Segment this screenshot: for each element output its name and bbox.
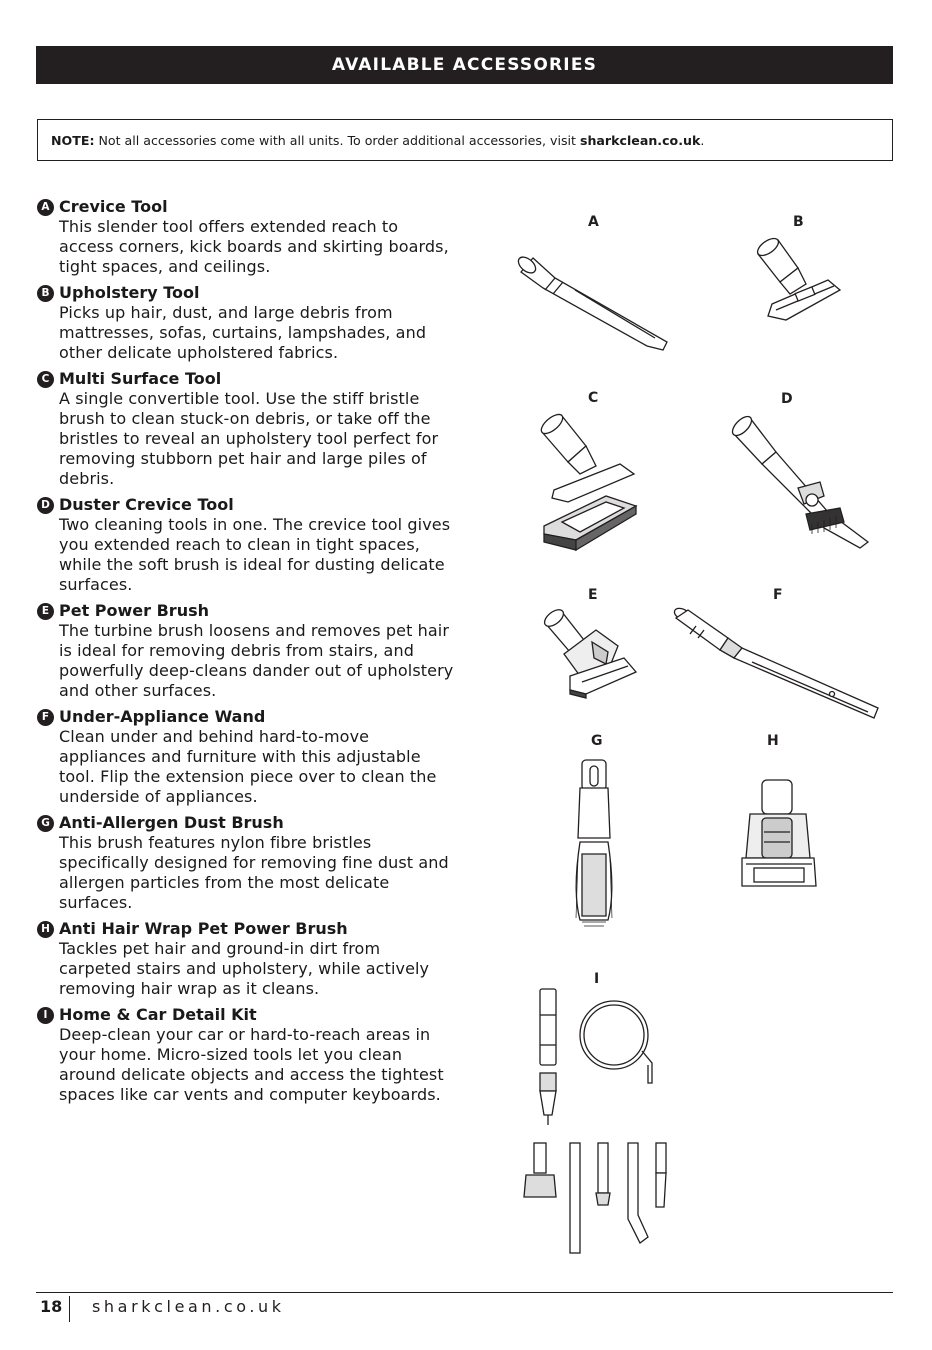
- anti-allergen-dust-brush-illustration: [568, 758, 628, 938]
- accessory-title: Home & Car Detail Kit: [59, 1005, 257, 1024]
- multi-surface-tool-illustration: [536, 410, 646, 560]
- detail-kit-illustration: [520, 985, 680, 1260]
- accessory-description: A single convertible tool. Use the stiff bristle brush to clean stuck-on debris, or take off the bristles to reveal an upholstery tool perfect for removing stubborn pet hair and large piles of debris.: [59, 389, 439, 488]
- accessory-title: Anti-Allergen Dust Brush: [59, 813, 284, 832]
- accessory-title: Upholstery Tool: [59, 283, 200, 302]
- page-number: 18: [40, 1297, 63, 1316]
- note-box: [37, 119, 893, 161]
- letter-badge: F: [37, 709, 54, 726]
- accessory-description: This brush features nylon fibre bristles specifically designed for removing fine dust and allergen particles from the most delicate surfaces.: [59, 833, 449, 912]
- accessory-item-pet-power-brush: [37, 601, 457, 701]
- letter-badge: D: [37, 497, 54, 514]
- accessory-item-detail-kit: [37, 1005, 457, 1105]
- upholstery-tool-illustration: [750, 236, 845, 331]
- accessory-item-anti-hair-wrap-brush: [37, 919, 457, 999]
- accessory-item-upholstery-tool: [37, 283, 457, 363]
- note-label: NOTE:: [51, 132, 95, 148]
- figure-label-f: F: [773, 587, 783, 603]
- letter-badge: I: [37, 1007, 54, 1024]
- accessory-item-duster-crevice-tool: [37, 495, 457, 595]
- figure-label-i: I: [594, 971, 600, 987]
- accessory-title: Crevice Tool: [59, 197, 168, 216]
- accessory-list: [37, 197, 457, 1111]
- accessory-description: The turbine brush loosens and removes pet hair is ideal for removing debris from stairs, and powerfully deep-cleans dander out of upholstery and other surfaces.: [59, 621, 454, 700]
- note-link[interactable]: sharkclean.co.uk: [579, 132, 701, 148]
- footer-divider: [36, 1292, 893, 1293]
- letter-badge: E: [37, 603, 54, 620]
- accessory-title: Anti Hair Wrap Pet Power Brush: [59, 919, 348, 938]
- figure-label-h: H: [767, 733, 779, 749]
- duster-crevice-tool-illustration: [728, 412, 873, 555]
- accessory-title: Pet Power Brush: [59, 601, 209, 620]
- figure-label-d: D: [781, 391, 793, 407]
- accessory-item-anti-allergen-dust-brush: [37, 813, 457, 913]
- letter-badge: A: [37, 199, 54, 216]
- pet-power-brush-illustration: [540, 606, 640, 706]
- letter-badge: B: [37, 285, 54, 302]
- figure-label-b: B: [793, 214, 804, 230]
- letter-badge: H: [37, 921, 54, 938]
- note-text: Not all accessories come with all units. To order additional accessories, visit: [94, 132, 580, 148]
- accessory-item-multi-surface-tool: [37, 369, 457, 489]
- figure-label-a: A: [588, 214, 599, 230]
- footer-website[interactable]: sharkclean.co.uk: [92, 1297, 285, 1316]
- under-appliance-wand-illustration: [672, 604, 887, 729]
- page-title: AVAILABLE ACCESSORIES: [331, 55, 598, 75]
- page-header: [36, 46, 893, 84]
- accessory-title: Multi Surface Tool: [59, 369, 222, 388]
- letter-badge: C: [37, 371, 54, 388]
- accessory-description: This slender tool offers extended reach to access corners, kick boards and skirting boards, tight spaces, and ceilings.: [59, 217, 449, 276]
- figure-label-e: E: [588, 587, 598, 603]
- accessory-description: Tackles pet hair and ground-in dirt from carpeted stairs and upholstery, while actively removing hair wrap as it cleans.: [59, 939, 430, 998]
- figure-label-c: C: [588, 390, 599, 406]
- crevice-tool-illustration: [515, 250, 675, 360]
- figure-label-g: G: [591, 733, 603, 749]
- accessory-item-crevice-tool: [37, 197, 457, 277]
- footer-separator: [69, 1296, 70, 1322]
- accessory-item-under-appliance-wand: [37, 707, 457, 807]
- accessory-title: Duster Crevice Tool: [59, 495, 234, 514]
- anti-hair-wrap-brush-illustration: [738, 778, 823, 895]
- accessory-title: Under-Appliance Wand: [59, 707, 266, 726]
- accessory-description: Deep-clean your car or hard-to-reach areas in your home. Micro-sized tools let you clean around delicate objects and access the tightest spaces like car vents and computer keyboards.: [59, 1025, 444, 1104]
- letter-badge: G: [37, 815, 54, 832]
- accessory-description: Two cleaning tools in one. The crevice tool gives you extended reach to clean in tight spaces, while the soft brush is ideal for dusting delicate surfaces.: [59, 515, 451, 594]
- accessory-description: Clean under and behind hard-to-move appliances and furniture with this adjustable tool. Flip the extension piece over to clean the underside of appliances.: [59, 727, 437, 806]
- note-end: .: [700, 132, 705, 148]
- accessory-description: Picks up hair, dust, and large debris from mattresses, sofas, curtains, lampshades, and other delicate upholstered fabrics.: [59, 303, 427, 362]
